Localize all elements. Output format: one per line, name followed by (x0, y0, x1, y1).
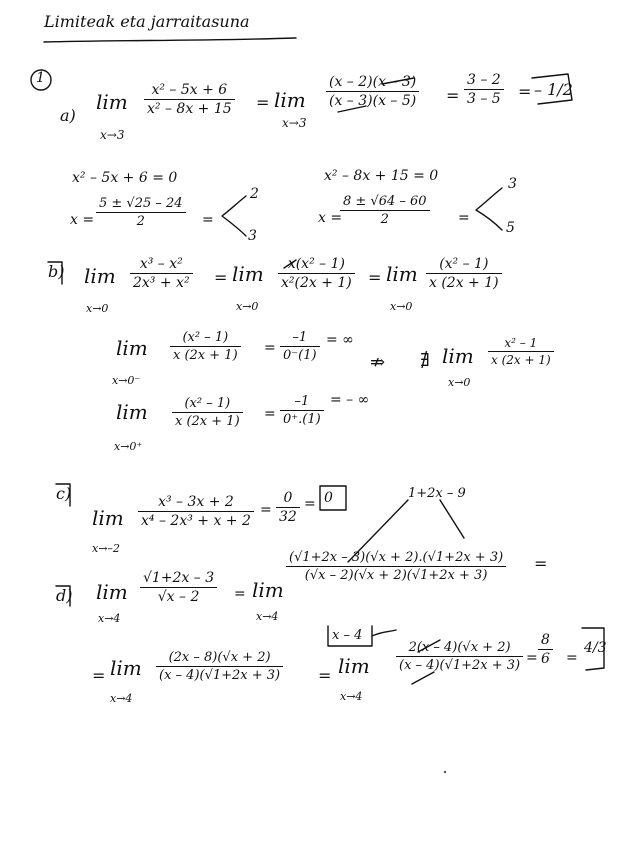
a-fraction-1 (144, 82, 235, 117)
b-fraction-2 (278, 256, 355, 291)
b-lim-2: lim (232, 262, 264, 286)
b-lim-1-sub: x→0 (86, 302, 109, 315)
b-line3-fraction (172, 396, 243, 429)
d-fraction-5 (538, 632, 553, 667)
part-a-label: a) (60, 106, 76, 125)
d-lim-3-sub: x→4 (110, 692, 133, 705)
a-fraction-3-num: 3 – 2 (464, 72, 504, 90)
d-lim-4-sub: x→4 (340, 690, 363, 703)
d-eq-3: = (92, 666, 106, 685)
c-fraction-2 (276, 490, 300, 525)
a-work-right-root-2: 5 (506, 220, 515, 236)
a-work-right-eq2: = (458, 210, 470, 226)
part-b-label: b) (48, 262, 65, 281)
b-line2-fraction-right (488, 336, 554, 367)
a-work-right-fraction (340, 194, 430, 227)
b-fraction-1-num: x³ – x² (130, 256, 193, 274)
b-line2-num: (x² – 1) (170, 330, 241, 347)
b-fraction-2-den: x²(2x + 1) (281, 275, 352, 291)
d-eq-1: = (234, 586, 246, 602)
d-lim-3: lim (110, 656, 142, 680)
c-result: 0 (324, 490, 333, 506)
exercise-number: 1 (36, 70, 45, 86)
d-fraction-4-num: 2(x – 4)(√x + 2) (396, 640, 523, 657)
d-fraction-4-den: (x – 4)(√1+2x + 3) (399, 658, 521, 673)
d-fraction-3-num: (2x – 8)(√x + 2) (156, 650, 283, 667)
b-line2-eq: = (264, 340, 276, 356)
a-branch-right (476, 188, 502, 230)
b-fraction-2-num: x(x² – 1) (278, 256, 355, 274)
c-eq-2: = (304, 496, 316, 512)
b-line3-lim: lim (116, 400, 148, 424)
a-work-left-fraction (96, 196, 186, 229)
b-line3-num2: –1 (280, 394, 324, 411)
b-line3-fraction-2 (280, 394, 324, 427)
c-lim-sub: x→–2 (92, 542, 120, 555)
b-line2-den-right: x (2x + 1) (491, 353, 551, 367)
b-line2-lim-right: lim (442, 344, 474, 368)
d-fraction-3-den: (x – 4)(√1+2x + 3) (159, 668, 281, 683)
a-fraction-3 (464, 72, 504, 107)
a-fraction-1-num: x² – 5x + 6 (144, 82, 235, 100)
a-work-left-root-1: 2 (250, 186, 259, 202)
b-fraction-1-den: 2x³ + x² (133, 275, 190, 291)
ink-dot (444, 771, 446, 773)
b-line2-fraction-2 (280, 330, 320, 363)
title-underline (44, 38, 296, 42)
a-work-right-num: 8 ± √64 – 60 (340, 194, 430, 211)
page-title: Limiteak eta jarraitasuna (44, 12, 250, 31)
d-eq-5: = (526, 650, 538, 666)
b-line3-den: x (2x + 1) (175, 414, 240, 429)
c-eq-1: = (260, 502, 272, 518)
a-work-left-num: 5 ± √25 – 24 (96, 196, 186, 213)
b-line2-result: = ∞ (326, 332, 354, 348)
a-fraction-2 (326, 74, 419, 109)
d-fraction-2-den: (√x – 2)(√x + 2)(√1+2x + 3) (304, 568, 488, 583)
b-line2-mark: ⇏ (370, 352, 386, 373)
b-line3-result: = – ∞ (330, 392, 370, 408)
b-fraction-1 (130, 256, 193, 291)
d-strike-2 (412, 672, 434, 684)
d-eq-4: = (318, 666, 332, 685)
d-lim-1: lim (96, 580, 128, 604)
b-line2-num2: –1 (280, 330, 320, 347)
b-line3-den2: 0⁺.(1) (283, 412, 321, 427)
b-line2-lim-sub: x→0⁻ (112, 374, 141, 387)
a-work-right-x: x = (318, 210, 343, 226)
a-lim-2: lim (274, 88, 306, 112)
a-branch-left (222, 196, 246, 236)
d-eq-2: = (534, 554, 548, 573)
c-lim: lim (92, 506, 124, 530)
a-fraction-2-num: (x – 2)(x – 3) (326, 74, 419, 92)
a-lim-2-sub: x→3 (282, 116, 307, 130)
b-fraction-3-num: (x² – 1) (426, 256, 502, 274)
d-lim-1-sub: x→4 (98, 612, 121, 625)
a-fraction-2-den: (x – 3)(x – 5) (329, 93, 417, 109)
d-lim-2: lim (252, 578, 284, 602)
b-eq-2: = (368, 268, 382, 287)
b-line2-num-right: x² – 1 (488, 336, 554, 352)
a-lim-1: lim (96, 90, 128, 114)
d-lim-4: lim (338, 654, 370, 678)
b-line2-den2: 0⁻(1) (283, 348, 317, 363)
a-fraction-3-den: 3 – 5 (467, 91, 501, 107)
d-fraction-2-num: (√1+2x – 3)(√x + 2).(√1+2x + 3) (286, 550, 506, 567)
a-work-right-root-1: 3 (508, 176, 517, 192)
b-line2-fraction (170, 330, 241, 363)
b-lim-3-sub: x→0 (390, 300, 413, 313)
d-fraction-3 (156, 650, 283, 683)
c-fraction-2-num: 0 (276, 490, 300, 508)
b-line2-lim: lim (116, 336, 148, 360)
d-note-line-right (440, 500, 464, 538)
part-c-label: c) (56, 484, 72, 503)
a-work-left-root-2: 3 (248, 228, 257, 244)
d-fraction-4 (396, 640, 523, 673)
a-eq-3: = (518, 82, 532, 101)
c-fraction-1-den: x⁴ – 2x³ + x + 2 (141, 513, 251, 529)
c-fraction-1-num: x³ – 3x + 2 (138, 494, 254, 512)
a-result: – 1/2 (534, 80, 573, 99)
part-d-label: d) (56, 586, 73, 605)
b-lim-1: lim (84, 264, 116, 288)
a-eq-1: = (256, 93, 270, 112)
a-work-right-den: 2 (380, 212, 389, 227)
d-note-mid-arrow (372, 630, 396, 636)
d-fraction-1-den: √x – 2 (157, 589, 200, 605)
d-fraction-5-den: 6 (541, 651, 550, 667)
d-note-mid: x – 4 (332, 628, 363, 643)
d-fraction-1-num: √1+2x – 3 (140, 570, 217, 588)
a-lim-1-sub: x→3 (100, 128, 125, 142)
a-work-left-equation: x² – 5x + 6 = 0 (72, 170, 178, 186)
a-work-left-den: 2 (136, 214, 145, 229)
d-lim-2-sub: x→4 (256, 610, 279, 623)
b-fraction-3-den: x (2x + 1) (429, 275, 499, 291)
b-line3-eq: = (264, 406, 276, 422)
a-work-right-equation: x² – 8x + 15 = 0 (324, 168, 439, 184)
b-line3-num: (x² – 1) (172, 396, 243, 413)
a-fraction-1-den: x² – 8x + 15 (147, 101, 232, 117)
d-eq-6: = (566, 650, 578, 666)
d-fraction-1 (140, 570, 217, 605)
b-line2-not-exist: ∄ (420, 350, 430, 371)
b-line2-den: x (2x + 1) (173, 348, 238, 363)
a-eq-2: = (446, 86, 460, 105)
b-lim-3: lim (386, 262, 418, 286)
b-fraction-3 (426, 256, 502, 291)
d-fraction-2 (286, 550, 506, 583)
a-work-left-eq2: = (202, 212, 214, 228)
c-fraction-1 (138, 494, 254, 529)
b-eq-1: = (214, 268, 228, 287)
b-line2-lim-right-sub: x→0 (448, 376, 471, 389)
b-lim-2-sub: x→0 (236, 300, 259, 313)
d-note-top: 1+2x – 9 (408, 486, 466, 501)
c-fraction-2-den: 32 (279, 509, 297, 525)
b-line3-lim-sub: x→0⁺ (114, 440, 143, 453)
d-result: 4/3 (584, 640, 607, 656)
d-fraction-5-num: 8 (538, 632, 553, 650)
a-work-left-x: x = (70, 212, 95, 228)
